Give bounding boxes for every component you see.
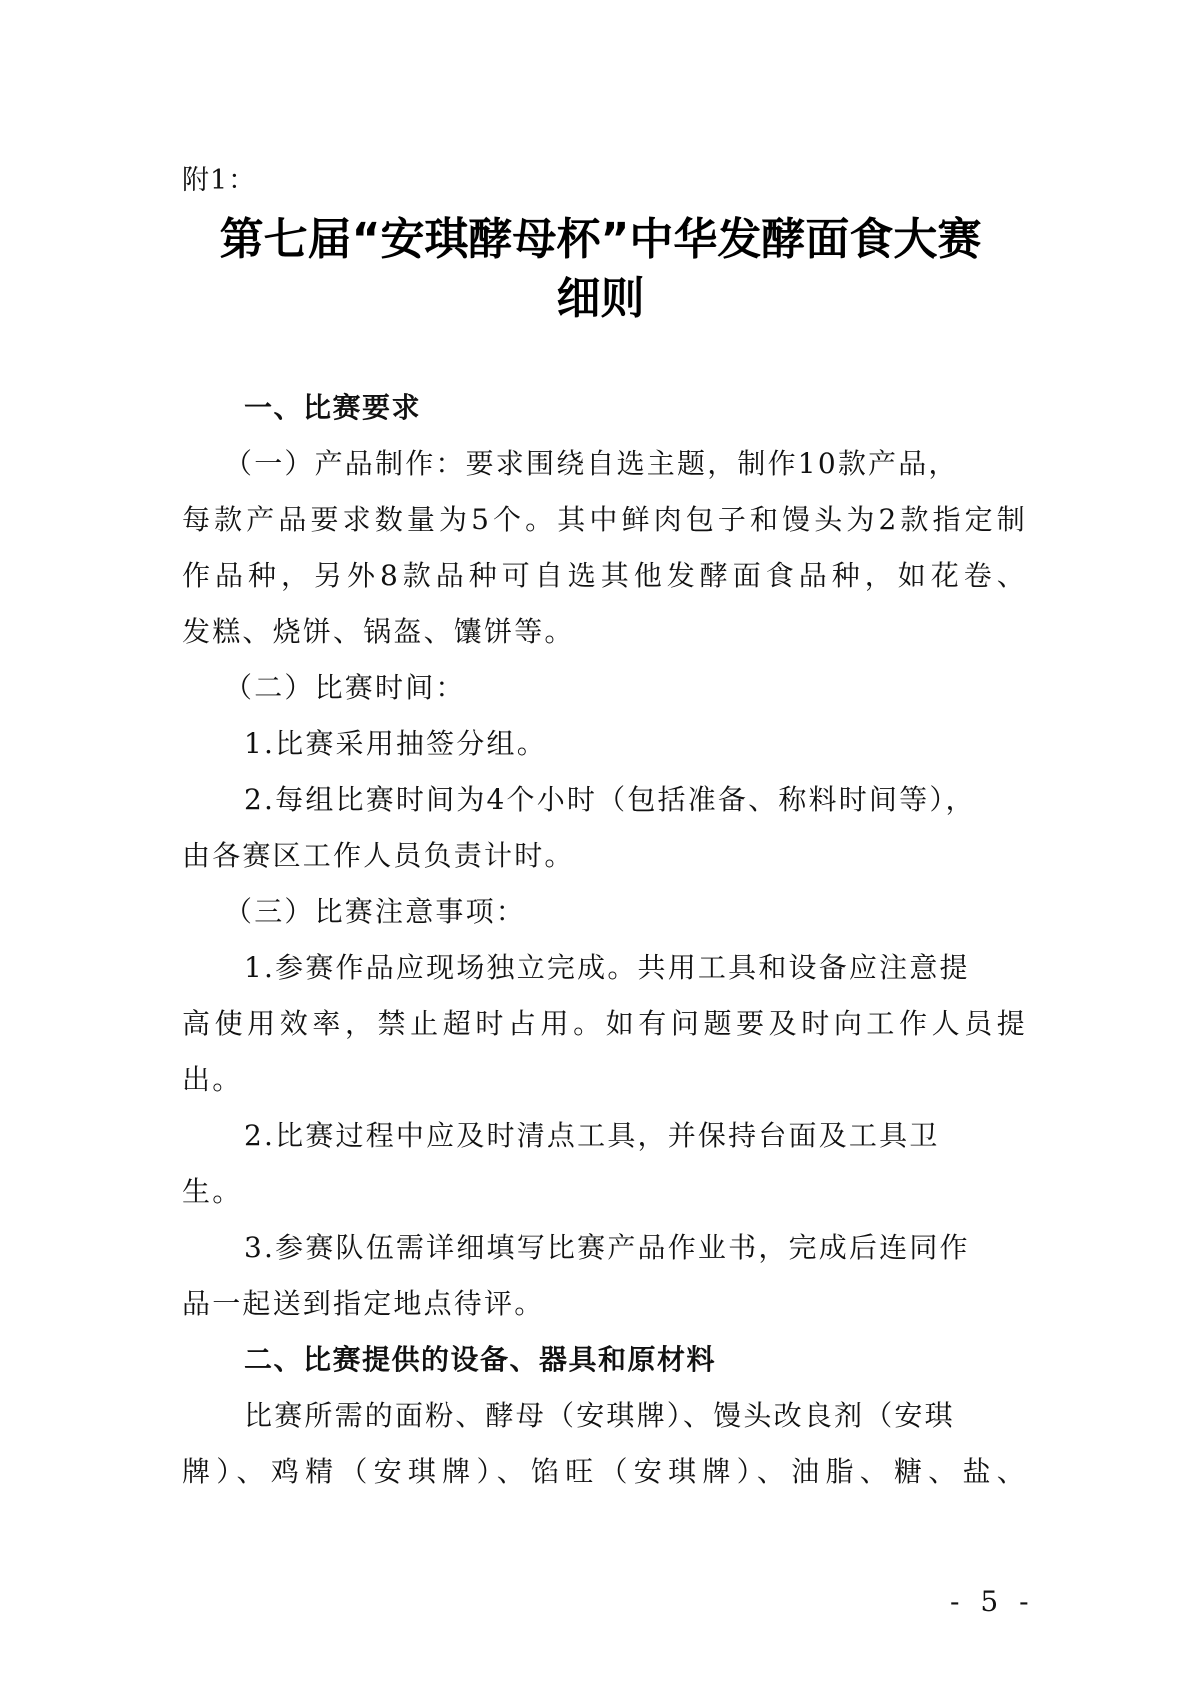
body-line: 2.每组比赛时间为4个小时（包括准备、称料时间等），: [244, 783, 976, 816]
body-line: （二）比赛时间：: [224, 671, 466, 704]
body-line: 品一起送到指定地点待评。: [182, 1287, 545, 1320]
body-line: 高使用效率，禁止超时占用。如有问题要及时向工作人员提: [182, 1007, 1027, 1040]
document-body: [182, 380, 1027, 1500]
body-line: 3.参赛队伍需详细填写比赛产品作业书，完成后连同作: [244, 1231, 970, 1264]
body-line: 2.比赛过程中应及时清点工具，并保持台面及工具卫: [244, 1119, 940, 1152]
document-title-line-2: 细则: [556, 273, 645, 324]
body-line: 作品种，另外8款品种可自选其他发酵面食品种，如花卷、: [182, 559, 1027, 592]
body-line: 每款产品要求数量为5个。其中鲜肉包子和馒头为2款指定制: [182, 503, 1027, 536]
body-line: 牌）、鸡精（安琪牌）、馅旺（安琪牌）、油脂、糖、盐、: [182, 1455, 1027, 1488]
body-line: 由各赛区工作人员负责计时。: [182, 839, 575, 872]
attachment-label: 附1：: [182, 165, 257, 196]
body-line: 出。: [182, 1063, 243, 1096]
section-heading: 一、比赛要求: [244, 391, 422, 424]
body-line: 发糕、烧饼、锅盔、馕饼等。: [182, 615, 575, 648]
document-title-line-1: 第七届“安琪酵母杯”中华发酵面食大赛: [219, 214, 982, 265]
body-line: 1.比赛采用抽签分组。: [244, 727, 547, 760]
body-line: 比赛所需的面粉、酵母（安琪牌）、馒头改良剂（安琪: [244, 1399, 955, 1432]
body-line: （三）比赛注意事项：: [224, 895, 527, 928]
section-heading: 二、比赛提供的设备、器具和原材料: [244, 1343, 717, 1376]
body-line: 生。: [182, 1175, 243, 1208]
body-line: 1.参赛作品应现场独立完成。共用工具和设备应注意提: [244, 951, 970, 984]
page-number: - 5 -: [950, 1585, 1035, 1618]
body-line: （一）产品制作：要求围绕自选主题，制作10款产品，: [224, 447, 959, 480]
